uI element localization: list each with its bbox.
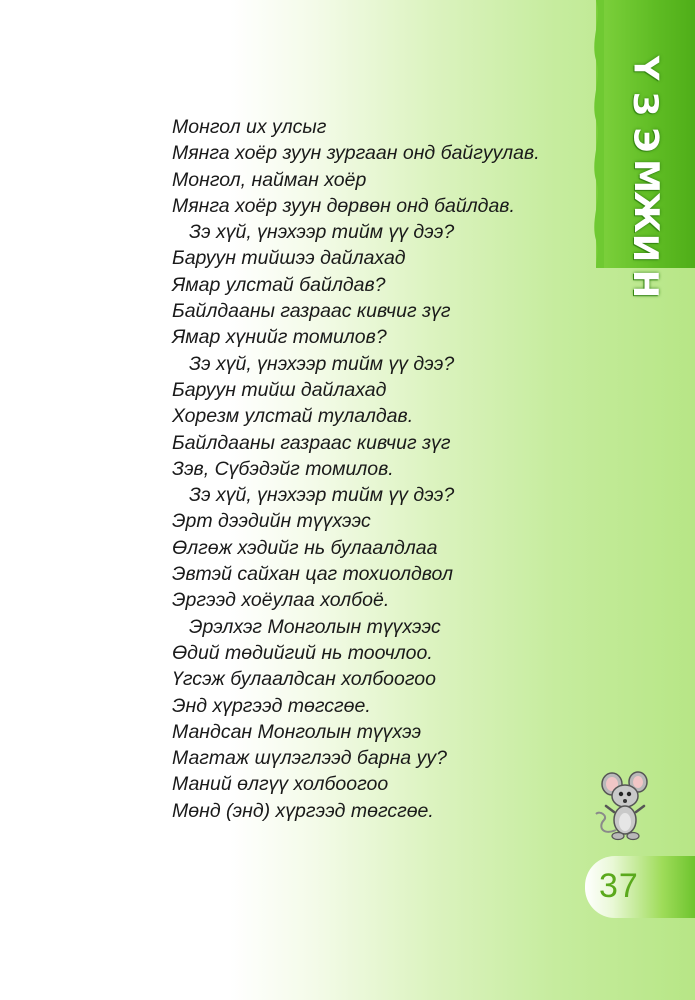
poem-line: Хорезм улстай тулалдав. (172, 405, 414, 428)
poem-line: Зэ хүй, үнэхээр тийм үү дээ? (189, 352, 455, 375)
poem-line: Баруун тийшээ дайлахад (172, 247, 406, 270)
poem-line: Эрт дээдийн түүхээс (172, 510, 371, 533)
poem-line: Өдий төдийгий нь тоочлоо. (172, 641, 433, 664)
poem-line: Мандсан Монголын түүхээ (172, 720, 422, 743)
poem-line: Эргээд хоёулаа холбоё. (172, 589, 390, 612)
poem-line: Зэ хүй, үнэхээр тийм үү дээ? (189, 221, 455, 244)
section-tab-title (596, 50, 695, 302)
poem-line: Өлгөж хэдийг нь булаалдлаа (172, 536, 438, 559)
page-number: 37 (599, 867, 639, 905)
poem-line: Маний өлгүү холбоогоо (172, 773, 389, 796)
poem-line: Мөнд (энд) хүргээд төгсгөе. (172, 799, 434, 822)
section-tab-letter: И (625, 233, 666, 263)
poem-line: Зэ хүй, үнэхээр тийм үү дээ? (189, 484, 455, 507)
poem-line: Зэв, Сүбэдэйг томилов. (172, 457, 394, 480)
section-tab-letter: Н (625, 269, 666, 299)
section-tab-letter: Э (625, 127, 666, 153)
poem-line: Ямар улстай байлдав? (172, 273, 386, 296)
poem-line: Мянга хоёр зуун зургаан онд байгуулав. (172, 142, 540, 165)
section-tab-letter: Ж (625, 191, 666, 233)
poem-line: Мянга хоёр зуун дөрвөн онд байлдав. (172, 194, 515, 217)
poem-line: Байлдааны газраас кивчиг зүг (172, 431, 451, 454)
poem (172, 114, 572, 824)
page-number-tab (585, 856, 695, 918)
poem-line: Эрэлхэг Монголын түүхээс (189, 615, 441, 638)
poem-line: Монгол, найман хоёр (172, 168, 367, 191)
poem-line: Эвтэй сайхан цаг тохиолдвол (172, 563, 453, 586)
section-tab-letter: М (625, 159, 666, 193)
poem-line: Магтаж шүлэглээд барна уу? (172, 747, 447, 770)
poem-line: Баруун тийш дайлахад (172, 378, 387, 401)
section-tab-letter: З (625, 91, 666, 117)
section-tab (596, 0, 695, 299)
poem-line: Энд хүргээд төгсгөе. (172, 694, 371, 717)
mouse-mascot-icon (594, 770, 656, 842)
poem-line: Байлдааны газраас кивчиг зүг (172, 300, 451, 323)
poem-line: Ямар хүнийг томилов? (172, 326, 387, 349)
section-tab-letter: Ү (625, 55, 666, 81)
poem-line: Монгол их улсыг (172, 116, 327, 138)
poem-line: Үгсэж булаалдсан холбоогоо (172, 668, 436, 691)
